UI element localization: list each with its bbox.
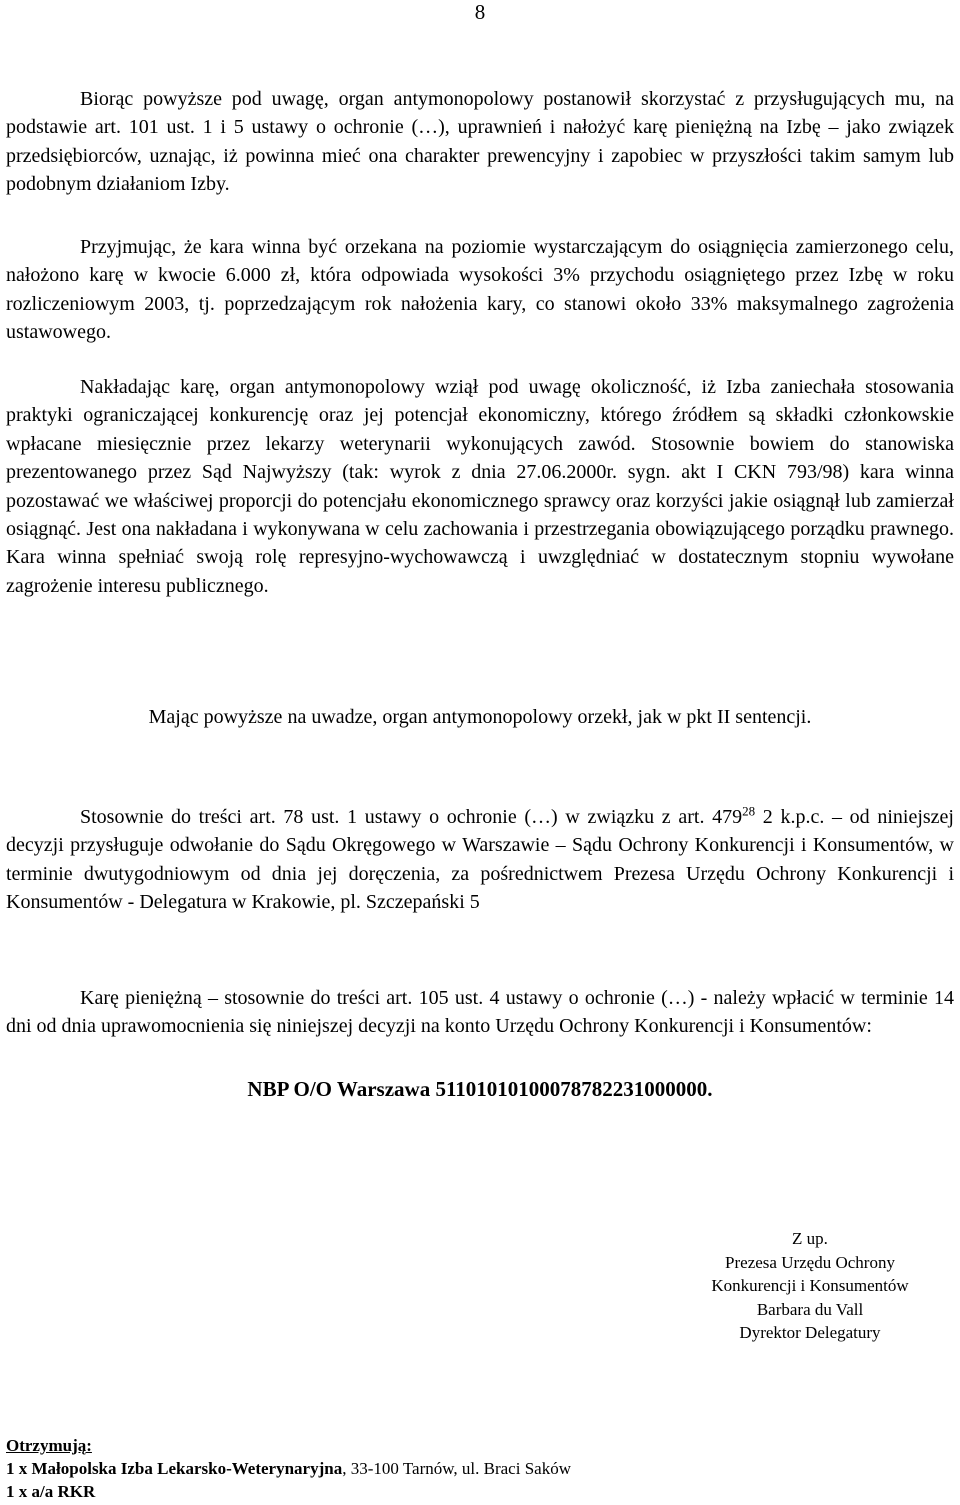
recipient-1 bbox=[6, 1457, 571, 1480]
bank-account: NBP O/O Warszawa 51101010100078782231000000. bbox=[247, 1077, 713, 1101]
paragraph-penalty-considerations: Nakładając karę, organ antymonopolowy wziął pod uwagę okoliczność, iż Izba zaniechała stosowania praktyki ograniczającej konkurencję oraz jej potencjał ekonomiczny, którego źródłem są składki członkowskie wpłacane miesięcznie przez lekarzy weterynarii wykonujących zawód. Stosownie bowiem do stanowiska prezentowanego przez Sąd Najwyższy (tak: wyrok z dnia 27.06.2000r. sygn. akt I CKN 793/98) kara winna pozostawać we właściwej proporcji do potencjału ekonomicznego sprawcy oraz korzyści jakie osiągnął lub zamierzał osiągnąć. Jest ona nakładana i wykonywana w celu zachowania i przestrzegania obowiązującego porządku prawnego. Kara winna spełniać swoją rolę represyjno-wychowawczą i uwzględniać w dostatecznym stopniu wywołane zagrożenie interesu publicznego. bbox=[6, 376, 954, 597]
signatory-title: Dyrektor Delegatury bbox=[739, 1323, 881, 1342]
recipient-2: 1 x a/a RKR bbox=[6, 1482, 96, 1501]
recipient-1-name: 1 x Małopolska Izba Lekarsko-Weterynaryjna bbox=[6, 1459, 343, 1478]
paragraph-appeal-instruction bbox=[6, 803, 954, 917]
appeal-text-b: 2 k.p.c. – od niniejszej decyzji przysługuje odwołanie do Sądu Okręgowego w Warszawie – Sądu Ochrony Konkurencji i Konsumentów, w terminie dwutygodniowym od dnia jej doręczenia, za pośrednictwem Prezesa Urzędu Ochrony Konkurencji i Konsumentów - Delegatura w Krakowie, pl. Szczepański 5 bbox=[6, 806, 954, 914]
recipients-heading: Otrzymują: bbox=[6, 1436, 92, 1455]
recipient-1-address: , 33-100 Tarnów, ul. Braci Saków bbox=[342, 1459, 571, 1478]
signature-office-line1: Prezesa Urzędu Ochrony bbox=[725, 1252, 895, 1272]
ruling-statement: Mając powyższe na uwadze, organ antymonopolowy orzekł, jak w pkt II sentencji. bbox=[148, 706, 812, 728]
signature-authorization: Z up. bbox=[792, 1229, 828, 1248]
signature-block bbox=[670, 1227, 950, 1345]
paragraph-payment-instruction: Karę pieniężną – stosownie do treści art. 105 ust. 4 ustawy o ochronie (…) - należy wpłacić w terminie 14 dni od dnia uprawomocnienia się niniejszej decyzji na konto Urzędu Ochrony Konkurencji i Konsumentów: bbox=[6, 987, 954, 1038]
signatory-name: Barbara du Vall bbox=[756, 1299, 864, 1319]
paragraph-penalty-basis: Biorąc powyższe pod uwagę, organ antymonopolowy postanowił skorzystać z przysługujących mu, na podstawie art. 101 ust. 1 i 5 ustawy o ochronie (…), uprawnień i nałożyć karę pieniężną na Izbę – jako związek przedsiębiorców, uznając, iż powinna mieć ona charakter prewencyjny i zapobiec w przyszłości takim samym lub podobnym działaniom Izby. bbox=[6, 88, 954, 196]
page-number: 8 bbox=[474, 0, 486, 24]
paragraph-penalty-amount: Przyjmując, że kara winna być orzekana na poziomie wystarczającym do osiągnięcia zamierzonego celu, nałożono karę w kwocie 6.000 zł, która odpowiada wysokości 3% przychodu osiągniętego przez Izbę w roku rozliczeniowym 2003, tj. poprzedzającym rok nałożenia kary, co stanowi około 33% maksymalnego zagrożenia ustawowego. bbox=[6, 236, 954, 344]
signature-office-line2: Konkurencji i Konsumentów bbox=[711, 1276, 909, 1295]
appeal-text-a: Stosownie do treści art. 78 ust. 1 ustawy o ochronie (…) w związku z art. 479 bbox=[80, 806, 743, 828]
recipients-list bbox=[6, 1434, 571, 1503]
article-superscript: 28 bbox=[742, 803, 756, 819]
